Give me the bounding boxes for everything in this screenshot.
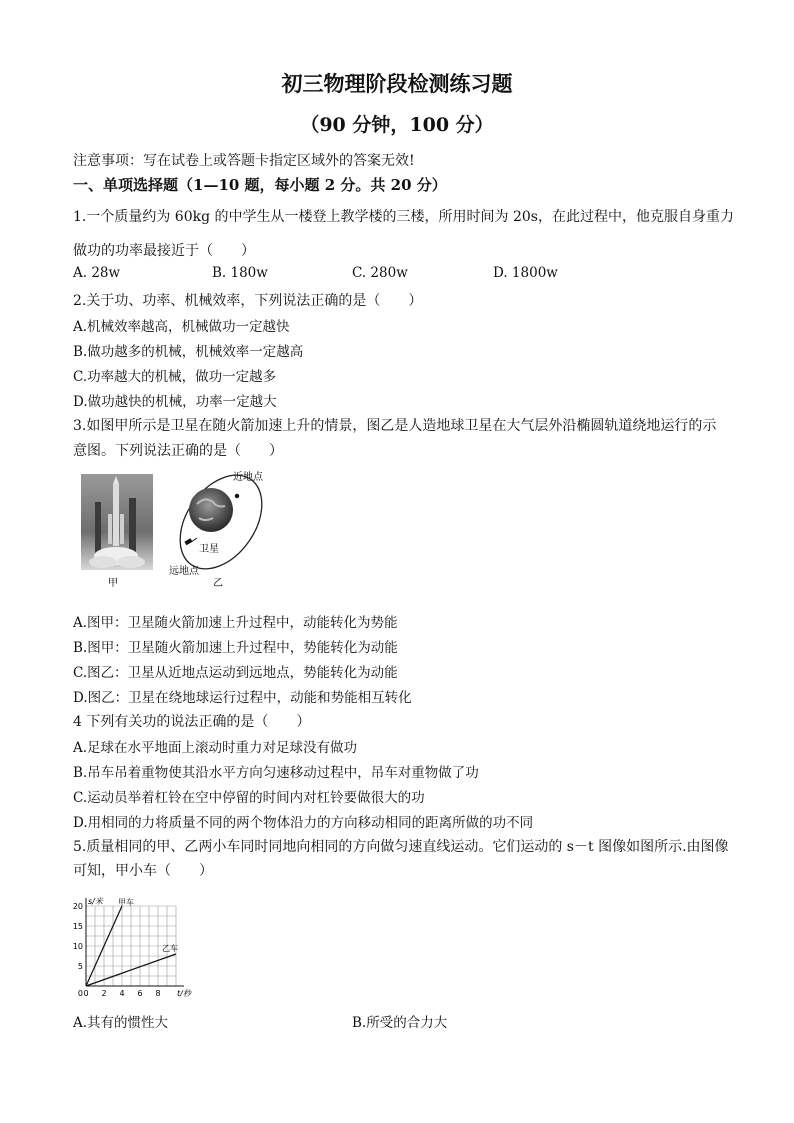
x-axis-label: t/秒 <box>177 989 191 998</box>
label-yi: 乙 <box>213 578 223 589</box>
x-tick-label: 0 <box>83 989 89 998</box>
q3-stem-line2: 意图。下列说法正确的是（ ） <box>73 443 283 459</box>
q1-stem-line2: 做功的功率最接近于（ ） <box>73 243 255 259</box>
q3-option-a: A.图甲：卫星随火箭加速上升过程中，动能转化为势能 <box>73 615 398 631</box>
q1-option-d: D. 1800w <box>493 265 558 281</box>
q4-option-d: D.用相同的力将质量不同的两个物体沿力的方向移动相同的距离所做的功不同 <box>73 815 534 831</box>
origin-label: 0 <box>77 989 83 998</box>
q4-option-a: A.足球在水平地面上滚动时重力对足球没有做功 <box>73 740 358 756</box>
series-label: 甲车 <box>118 898 134 907</box>
label-satellite: 卫星 <box>199 544 219 555</box>
q2-option-d: D.做功越快的机械，功率一定越大 <box>73 394 277 410</box>
q4-option-b: B.吊车吊着重物使其沿水平方向匀速移动过程中，吊车对重物做了功 <box>73 765 479 781</box>
st-chart <box>66 892 196 998</box>
x-tick-label: 2 <box>101 989 107 998</box>
q2-option-b: B.做功越多的机械，机械效率一定越高 <box>73 344 304 360</box>
label-near-point: 近地点 <box>233 472 263 483</box>
st-chart-svg <box>66 892 196 998</box>
q2-stem: 2.关于功、功率、机械效率，下列说法正确的是（ ） <box>73 293 423 309</box>
notice-text: 注意事项：写在试卷上或答题卡指定区域外的答案无效! <box>73 153 415 169</box>
rocket-satellite-figure <box>73 462 293 590</box>
q3-option-b: B.图甲：卫星随火箭加速上升过程中，势能转化为动能 <box>73 640 398 656</box>
page-subtitle: （90 分钟，100 分） <box>300 114 494 136</box>
q3-option-c: C.图乙：卫星从近地点运动到远地点，势能转化为动能 <box>73 665 398 681</box>
q4-option-c: C.运动员举着杠铃在空中停留的时间内对杠铃要做很大的功 <box>73 790 425 806</box>
series-label: 乙车 <box>162 944 178 953</box>
x-tick-label: 8 <box>155 989 161 998</box>
q3-option-d: D.图乙：卫星在绕地球运行过程中，动能和势能相互转化 <box>73 690 412 706</box>
q1-stem-line1: 1.一个质量约为 60kg 的中学生从一楼登上教学楼的三楼，所用时间为 20s，在此过程中，他克服自身重力 <box>73 209 734 225</box>
q2-option-c: C.功率越大的机械，做功一定越多 <box>73 369 277 385</box>
y-tick-label: 20 <box>72 902 83 911</box>
q3-stem-line1: 3.如图甲所示是卫星在随火箭加速上升的情景，图乙是人造地球卫星在大气层外沿椭圆轨道绕地运行的示 <box>73 418 717 434</box>
q1-option-c: C. 280w <box>352 265 408 281</box>
q5-stem-line1: 5.质量相同的甲、乙两小车同时同地向相同的方向做匀速直线运动。它们运动的 s－t 图像如图所示.由图像 <box>73 839 729 855</box>
y-axis-label: s/米 <box>88 897 103 906</box>
x-tick-label: 6 <box>137 989 143 998</box>
q5-stem-line2: 可知，甲小车（ ） <box>73 863 213 879</box>
y-tick-label: 5 <box>77 962 83 971</box>
section-heading: 一、单项选择题（1—10 题，每小题 2 分。共 20 分） <box>73 176 447 194</box>
q1-option-b: B. 180w <box>212 265 268 281</box>
q5-option-a: A.其有的惯性大 <box>73 1015 169 1031</box>
q2-option-a: A.机械效率越高，机械做功一定越快 <box>73 319 290 335</box>
q4-stem: 4 下列有关功的说法正确的是（ ） <box>73 714 311 730</box>
q1-option-a: A. 28w <box>73 265 121 281</box>
y-tick-label: 15 <box>72 922 83 931</box>
q3-figure <box>73 462 293 590</box>
rocket-photo <box>81 474 153 570</box>
y-tick-label: 10 <box>72 942 83 951</box>
label-jia: 甲 <box>108 578 118 589</box>
label-far-point: 远地点 <box>169 566 199 577</box>
page-title: 初三物理阶段检测练习题 <box>281 71 513 96</box>
earth-icon <box>189 488 233 532</box>
q5-option-b: B.所受的合力大 <box>352 1015 448 1031</box>
x-tick-label: 4 <box>119 989 125 998</box>
